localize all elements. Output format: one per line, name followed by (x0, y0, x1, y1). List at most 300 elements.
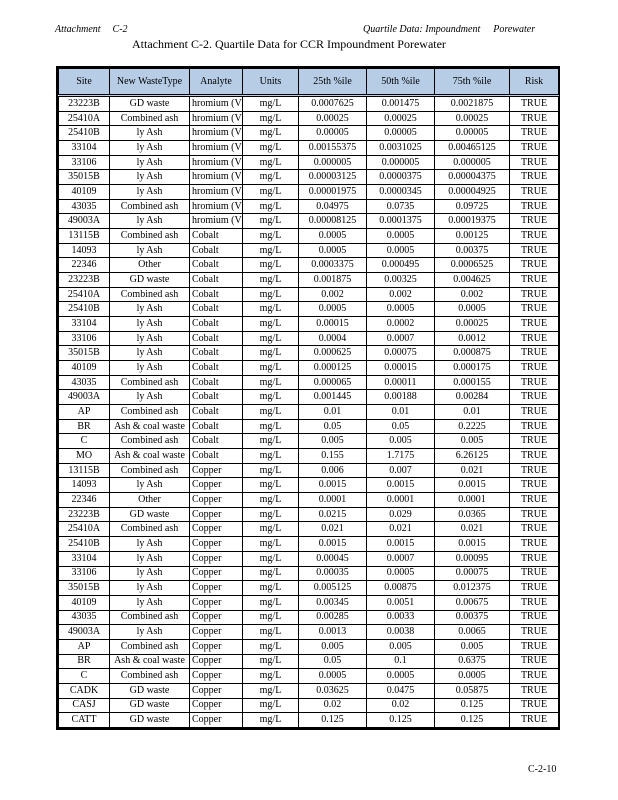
cell-wastetype: ly Ash (110, 625, 190, 640)
table-row (59, 390, 559, 405)
cell-units: mg/L (243, 229, 299, 244)
table-row (59, 302, 559, 317)
cell-site: 40109 (59, 361, 110, 376)
cell-risk: TRUE (510, 713, 559, 728)
cell-50th: 0.00875 (367, 581, 435, 596)
header-word-1: Quartile (363, 24, 397, 35)
cell-units: mg/L (243, 199, 299, 214)
cell-50th: 0.00188 (367, 390, 435, 405)
cell-units: mg/L (243, 434, 299, 449)
cell-site: MO (59, 449, 110, 464)
cell-25th: 0.00155375 (299, 141, 367, 156)
cell-site: C (59, 434, 110, 449)
cell-analyte: Cobalt (190, 229, 243, 244)
table-row (59, 361, 559, 376)
header-attachment-label: Attachment (55, 24, 101, 35)
table-row (59, 551, 559, 566)
cell-units: mg/L (243, 390, 299, 405)
cell-25th: 0.125 (299, 713, 367, 728)
cell-site: 35015B (59, 581, 110, 596)
cell-analyte: hromium (V (190, 141, 243, 156)
cell-25th: 0.0007625 (299, 96, 367, 112)
cell-50th: 0.0475 (367, 683, 435, 698)
cell-units: mg/L (243, 126, 299, 141)
cell-50th: 0.00075 (367, 346, 435, 361)
cell-site: 40109 (59, 185, 110, 200)
cell-25th: 0.0005 (299, 229, 367, 244)
cell-site: 25410B (59, 126, 110, 141)
cell-wastetype: Ash & coal waste (110, 449, 190, 464)
cell-site: 43035 (59, 375, 110, 390)
cell-risk: TRUE (510, 683, 559, 698)
cell-site: 49003A (59, 390, 110, 405)
table-row (59, 434, 559, 449)
cell-units: mg/L (243, 331, 299, 346)
table-row (59, 478, 559, 493)
cell-wastetype: ly Ash (110, 302, 190, 317)
cell-50th: 0.0015 (367, 537, 435, 552)
cell-50th: 0.00011 (367, 375, 435, 390)
table-row (59, 155, 559, 170)
cell-risk: TRUE (510, 243, 559, 258)
cell-75th: 0.01 (435, 405, 510, 420)
cell-analyte: Copper (190, 654, 243, 669)
cell-site: 23223B (59, 273, 110, 288)
cell-wastetype: Combined ash (110, 669, 190, 684)
cell-wastetype: Ash & coal waste (110, 419, 190, 434)
cell-75th: 0.00004375 (435, 170, 510, 185)
table-row (59, 96, 559, 112)
cell-wastetype: ly Ash (110, 551, 190, 566)
cell-risk: TRUE (510, 141, 559, 156)
cell-wastetype: ly Ash (110, 537, 190, 552)
cell-risk: TRUE (510, 170, 559, 185)
cell-site: 43035 (59, 199, 110, 214)
cell-wastetype: ly Ash (110, 331, 190, 346)
cell-risk: TRUE (510, 625, 559, 640)
cell-risk: TRUE (510, 449, 559, 464)
cell-units: mg/L (243, 698, 299, 713)
cell-analyte: Copper (190, 581, 243, 596)
cell-risk: TRUE (510, 566, 559, 581)
column-header-risk: Risk (510, 69, 559, 96)
table-row (59, 185, 559, 200)
cell-wastetype: ly Ash (110, 566, 190, 581)
cell-analyte: hromium (V (190, 111, 243, 126)
cell-analyte: Cobalt (190, 302, 243, 317)
cell-25th: 0.00345 (299, 595, 367, 610)
cell-50th: 0.0005 (367, 566, 435, 581)
cell-analyte: Cobalt (190, 419, 243, 434)
cell-units: mg/L (243, 141, 299, 156)
cell-risk: TRUE (510, 493, 559, 508)
table-row (59, 493, 559, 508)
table-row (59, 581, 559, 596)
cell-analyte: Copper (190, 639, 243, 654)
cell-units: mg/L (243, 317, 299, 332)
cell-site: 22346 (59, 493, 110, 508)
cell-site: 25410A (59, 287, 110, 302)
cell-25th: 0.005 (299, 434, 367, 449)
cell-risk: TRUE (510, 214, 559, 229)
cell-analyte: Cobalt (190, 361, 243, 376)
cell-site: 25410B (59, 537, 110, 552)
table-row (59, 698, 559, 713)
cell-risk: TRUE (510, 375, 559, 390)
cell-75th: 0.0006525 (435, 258, 510, 273)
cell-units: mg/L (243, 419, 299, 434)
cell-75th: 0.00075 (435, 566, 510, 581)
cell-75th: 0.0005 (435, 302, 510, 317)
cell-units: mg/L (243, 537, 299, 552)
cell-25th: 0.000625 (299, 346, 367, 361)
cell-25th: 0.00005 (299, 126, 367, 141)
page-number: C-2-10 (528, 764, 557, 775)
cell-25th: 0.000005 (299, 155, 367, 170)
cell-units: mg/L (243, 683, 299, 698)
cell-risk: TRUE (510, 537, 559, 552)
quartile-table-container (56, 66, 560, 730)
cell-25th: 0.0013 (299, 625, 367, 640)
cell-50th: 0.001475 (367, 96, 435, 112)
cell-50th: 0.0015 (367, 478, 435, 493)
table-row (59, 449, 559, 464)
cell-site: 14093 (59, 243, 110, 258)
cell-units: mg/L (243, 361, 299, 376)
cell-wastetype: GD waste (110, 507, 190, 522)
cell-50th: 0.02 (367, 698, 435, 713)
cell-units: mg/L (243, 654, 299, 669)
cell-site: 23223B (59, 96, 110, 112)
cell-wastetype: ly Ash (110, 317, 190, 332)
cell-25th: 0.00001975 (299, 185, 367, 200)
cell-risk: TRUE (510, 229, 559, 244)
cell-risk: TRUE (510, 199, 559, 214)
cell-wastetype: Other (110, 258, 190, 273)
cell-75th: 0.004625 (435, 273, 510, 288)
cell-analyte: Copper (190, 493, 243, 508)
cell-75th: 0.012375 (435, 581, 510, 596)
cell-75th: 0.0012 (435, 331, 510, 346)
table-body (59, 96, 559, 728)
cell-units: mg/L (243, 463, 299, 478)
cell-75th: 0.005 (435, 639, 510, 654)
cell-25th: 0.00003125 (299, 170, 367, 185)
cell-risk: TRUE (510, 111, 559, 126)
table-row (59, 346, 559, 361)
cell-75th: 0.125 (435, 713, 510, 728)
cell-75th: 0.2225 (435, 419, 510, 434)
cell-analyte: Cobalt (190, 434, 243, 449)
cell-75th: 0.021 (435, 463, 510, 478)
cell-75th: 0.00465125 (435, 141, 510, 156)
cell-25th: 0.0015 (299, 537, 367, 552)
cell-analyte: Copper (190, 551, 243, 566)
cell-75th: 0.0015 (435, 478, 510, 493)
cell-75th: 0.00675 (435, 595, 510, 610)
cell-analyte: hromium (V (190, 185, 243, 200)
cell-75th: 0.002 (435, 287, 510, 302)
cell-risk: TRUE (510, 96, 559, 112)
cell-units: mg/L (243, 111, 299, 126)
cell-50th: 0.00325 (367, 273, 435, 288)
cell-units: mg/L (243, 405, 299, 420)
cell-analyte: Copper (190, 537, 243, 552)
cell-50th: 0.00005 (367, 126, 435, 141)
cell-25th: 0.0004 (299, 331, 367, 346)
cell-75th: 0.0365 (435, 507, 510, 522)
cell-wastetype: GD waste (110, 96, 190, 112)
cell-analyte: hromium (V (190, 199, 243, 214)
cell-wastetype: ly Ash (110, 595, 190, 610)
cell-50th: 0.125 (367, 713, 435, 728)
cell-analyte: Copper (190, 698, 243, 713)
cell-risk: TRUE (510, 390, 559, 405)
cell-75th: 6.26125 (435, 449, 510, 464)
cell-site: 33104 (59, 551, 110, 566)
running-header-right (363, 24, 535, 35)
cell-units: mg/L (243, 243, 299, 258)
column-header-50th: 50th %ile (367, 69, 435, 96)
cell-75th: 0.09725 (435, 199, 510, 214)
cell-75th: 0.021 (435, 522, 510, 537)
cell-site: BR (59, 419, 110, 434)
cell-25th: 0.001445 (299, 390, 367, 405)
cell-wastetype: ly Ash (110, 243, 190, 258)
cell-units: mg/L (243, 185, 299, 200)
cell-units: mg/L (243, 595, 299, 610)
table-row (59, 229, 559, 244)
cell-analyte: hromium (V (190, 155, 243, 170)
table-row (59, 331, 559, 346)
cell-25th: 0.001875 (299, 273, 367, 288)
table-row (59, 537, 559, 552)
cell-25th: 0.006 (299, 463, 367, 478)
cell-50th: 0.0000345 (367, 185, 435, 200)
cell-site: 49003A (59, 625, 110, 640)
table-row (59, 522, 559, 537)
cell-risk: TRUE (510, 434, 559, 449)
cell-units: mg/L (243, 302, 299, 317)
cell-75th: 0.000155 (435, 375, 510, 390)
cell-50th: 0.005 (367, 639, 435, 654)
cell-risk: TRUE (510, 405, 559, 420)
cell-site: 35015B (59, 346, 110, 361)
cell-analyte: Cobalt (190, 258, 243, 273)
cell-wastetype: Combined ash (110, 287, 190, 302)
cell-wastetype: Combined ash (110, 111, 190, 126)
header-word-4: Porewater (493, 24, 536, 35)
table-row (59, 170, 559, 185)
cell-50th: 0.021 (367, 522, 435, 537)
cell-risk: TRUE (510, 478, 559, 493)
cell-50th: 0.005 (367, 434, 435, 449)
cell-25th: 0.000125 (299, 361, 367, 376)
cell-units: mg/L (243, 639, 299, 654)
cell-site: CADK (59, 683, 110, 698)
cell-75th: 0.00095 (435, 551, 510, 566)
cell-50th: 0.00025 (367, 111, 435, 126)
cell-site: C (59, 669, 110, 684)
table-row (59, 258, 559, 273)
cell-units: mg/L (243, 478, 299, 493)
cell-analyte: Copper (190, 522, 243, 537)
cell-50th: 0.0000375 (367, 170, 435, 185)
cell-25th: 0.0215 (299, 507, 367, 522)
cell-50th: 0.00015 (367, 361, 435, 376)
cell-75th: 0.0065 (435, 625, 510, 640)
cell-risk: TRUE (510, 669, 559, 684)
cell-50th: 0.0001 (367, 493, 435, 508)
cell-analyte: Cobalt (190, 273, 243, 288)
cell-risk: TRUE (510, 581, 559, 596)
cell-analyte: Cobalt (190, 405, 243, 420)
cell-site: BR (59, 654, 110, 669)
table-row (59, 639, 559, 654)
cell-site: 23223B (59, 507, 110, 522)
cell-units: mg/L (243, 522, 299, 537)
table-row (59, 126, 559, 141)
cell-risk: TRUE (510, 302, 559, 317)
cell-75th: 0.6375 (435, 654, 510, 669)
cell-analyte: Copper (190, 595, 243, 610)
cell-units: mg/L (243, 449, 299, 464)
cell-25th: 0.000065 (299, 375, 367, 390)
cell-wastetype: Combined ash (110, 434, 190, 449)
cell-50th: 0.000495 (367, 258, 435, 273)
cell-wastetype: ly Ash (110, 214, 190, 229)
column-header-wastetype: New WasteType (110, 69, 190, 96)
cell-50th: 0.0007 (367, 331, 435, 346)
cell-50th: 0.029 (367, 507, 435, 522)
cell-75th: 0.0015 (435, 537, 510, 552)
cell-units: mg/L (243, 155, 299, 170)
cell-25th: 0.00285 (299, 610, 367, 625)
cell-25th: 0.00008125 (299, 214, 367, 229)
cell-75th: 0.00025 (435, 111, 510, 126)
cell-wastetype: GD waste (110, 683, 190, 698)
cell-50th: 0.0005 (367, 302, 435, 317)
cell-risk: TRUE (510, 258, 559, 273)
cell-25th: 0.0005 (299, 669, 367, 684)
cell-wastetype: ly Ash (110, 185, 190, 200)
table-row (59, 405, 559, 420)
table-row (59, 375, 559, 390)
cell-risk: TRUE (510, 126, 559, 141)
cell-wastetype: Combined ash (110, 229, 190, 244)
cell-25th: 0.155 (299, 449, 367, 464)
column-header-units: Units (243, 69, 299, 96)
cell-25th: 0.002 (299, 287, 367, 302)
cell-25th: 0.05 (299, 419, 367, 434)
cell-units: mg/L (243, 170, 299, 185)
cell-analyte: Copper (190, 478, 243, 493)
cell-25th: 0.0005 (299, 302, 367, 317)
cell-wastetype: Combined ash (110, 375, 190, 390)
cell-site: 33104 (59, 141, 110, 156)
cell-risk: TRUE (510, 522, 559, 537)
cell-wastetype: ly Ash (110, 155, 190, 170)
cell-75th: 0.0001 (435, 493, 510, 508)
cell-analyte: Copper (190, 625, 243, 640)
cell-site: 33106 (59, 566, 110, 581)
cell-50th: 0.0038 (367, 625, 435, 640)
cell-units: mg/L (243, 258, 299, 273)
cell-25th: 0.02 (299, 698, 367, 713)
cell-50th: 0.0005 (367, 243, 435, 258)
cell-25th: 0.00045 (299, 551, 367, 566)
cell-wastetype: GD waste (110, 698, 190, 713)
cell-site: 33104 (59, 317, 110, 332)
cell-25th: 0.005 (299, 639, 367, 654)
cell-risk: TRUE (510, 419, 559, 434)
table-row (59, 595, 559, 610)
table-row (59, 654, 559, 669)
page-title: Attachment C-2. Quartile Data for CCR Impoundment Porewater (132, 37, 446, 51)
cell-wastetype: Combined ash (110, 199, 190, 214)
cell-risk: TRUE (510, 507, 559, 522)
cell-50th: 0.0005 (367, 229, 435, 244)
table-row (59, 419, 559, 434)
cell-units: mg/L (243, 566, 299, 581)
cell-75th: 0.00375 (435, 243, 510, 258)
cell-50th: 0.0005 (367, 669, 435, 684)
cell-site: 40109 (59, 595, 110, 610)
cell-analyte: Cobalt (190, 331, 243, 346)
cell-50th: 0.1 (367, 654, 435, 669)
cell-wastetype: Combined ash (110, 522, 190, 537)
table-row (59, 713, 559, 728)
cell-25th: 0.0001 (299, 493, 367, 508)
cell-risk: TRUE (510, 639, 559, 654)
quartile-table (58, 68, 559, 728)
cell-wastetype: GD waste (110, 713, 190, 728)
cell-analyte: Cobalt (190, 243, 243, 258)
cell-site: AP (59, 639, 110, 654)
table-row (59, 463, 559, 478)
cell-50th: 0.01 (367, 405, 435, 420)
cell-25th: 0.00035 (299, 566, 367, 581)
cell-risk: TRUE (510, 155, 559, 170)
cell-site: 22346 (59, 258, 110, 273)
cell-site: 25410A (59, 522, 110, 537)
running-header-left (55, 24, 128, 35)
cell-50th: 0.0007 (367, 551, 435, 566)
cell-50th: 0.0002 (367, 317, 435, 332)
cell-analyte: Copper (190, 507, 243, 522)
cell-50th: 0.002 (367, 287, 435, 302)
cell-25th: 0.0015 (299, 478, 367, 493)
table-row (59, 669, 559, 684)
cell-wastetype: Other (110, 493, 190, 508)
cell-75th: 0.000875 (435, 346, 510, 361)
cell-site: 13115B (59, 463, 110, 478)
cell-50th: 0.0033 (367, 610, 435, 625)
table-row (59, 507, 559, 522)
cell-site: 25410B (59, 302, 110, 317)
table-header-row (59, 69, 559, 96)
cell-analyte: Cobalt (190, 287, 243, 302)
cell-risk: TRUE (510, 331, 559, 346)
table-row (59, 214, 559, 229)
cell-units: mg/L (243, 493, 299, 508)
cell-risk: TRUE (510, 287, 559, 302)
cell-analyte: hromium (V (190, 126, 243, 141)
table-row (59, 683, 559, 698)
cell-75th: 0.005 (435, 434, 510, 449)
cell-analyte: Copper (190, 669, 243, 684)
cell-site: 14093 (59, 478, 110, 493)
